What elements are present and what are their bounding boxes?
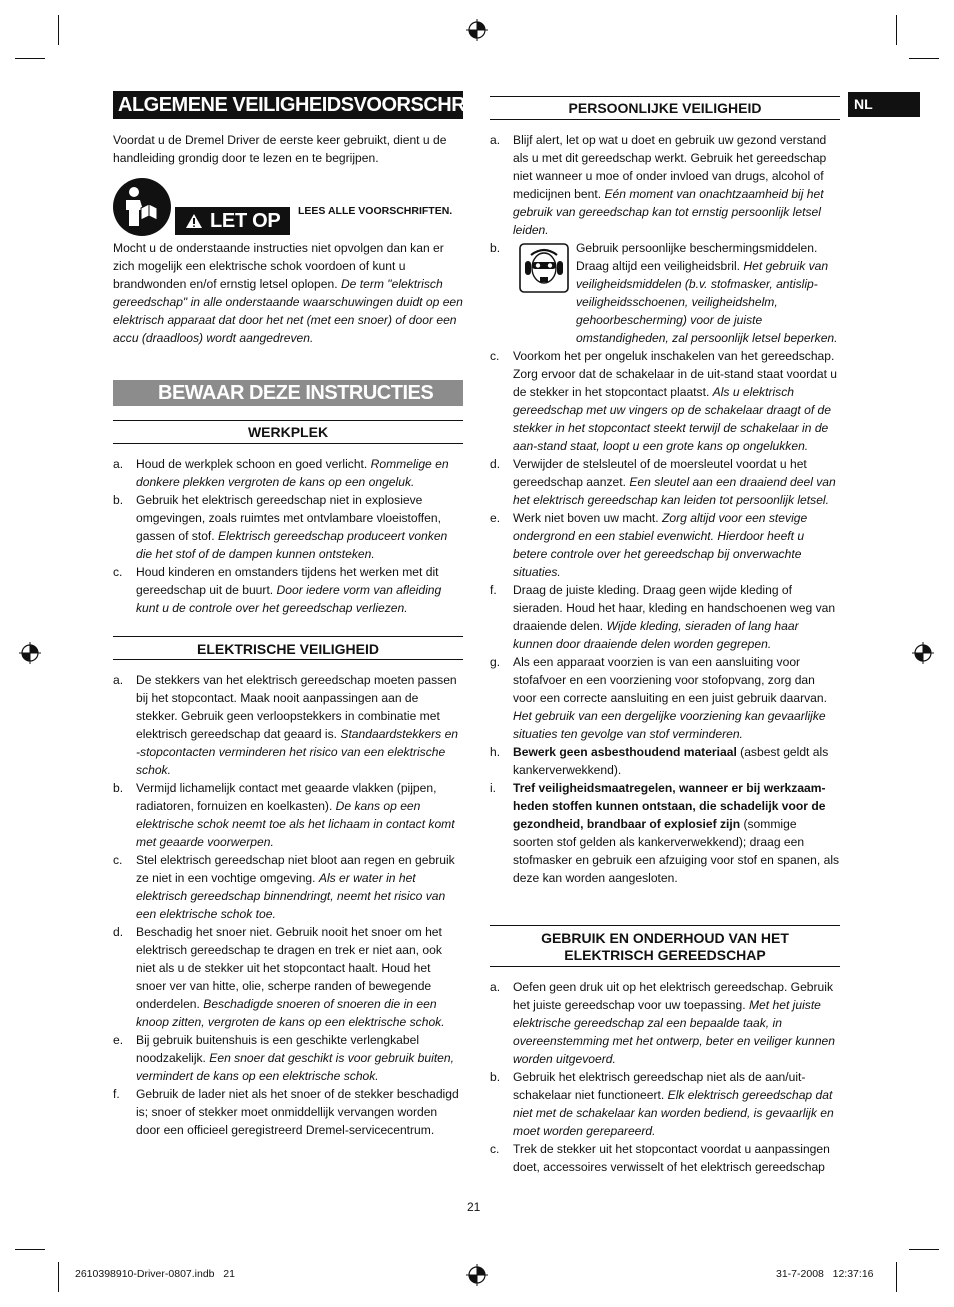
section-heading-werkplek: WERKPLEK <box>113 420 463 444</box>
list-item: b. Gebruik het elektrisch gereedschap niet in explosieve omgevingen, zoals ruimtes met ontvlambare vloeistoffen, gassen of stof. Elektrisch gereedschap produceert vonken die het stof of de dampen kunnen ontsteken. <box>113 493 448 561</box>
elektrische-veiligheid-list <box>113 671 463 1139</box>
warning-text: Mocht u de onderstaande instructies niet opvolgen dan kan er zich mogelijk een elektrische schok voordoen of kunt u brandwonden en/of ernstig letsel oplopen. <box>113 241 444 291</box>
list-item: b. Vermijd lichamelijk contact met geaarde vlakken (pijpen, radiatoren, fornuizen en koelkasten). De kans op een elektrische schok neemt toe als het lichaam in contact komt met geaarde voorwerpen. <box>113 781 455 849</box>
read-manual-icon <box>113 178 171 236</box>
list-item: b. Gebruik persoonlijke beschermingsmiddelen. Draag altijd een veiligheidsbril. Het gebruik van veiligheidsmiddelen (b.v. stofmasker, antislip-veiligheidsschoenen, veiligheidshelm, gehoorbescherming) voor de juiste omstandigheden, zal persoonlijk letsel beperken. <box>490 241 838 345</box>
list-item: e. Bij gebruik buitenshuis is een geschikte verlengkabel noodzakelijk. Een snoer dat geschikt is voor gebruik buiten, vermindert de kans op een elektrische schok. <box>113 1033 454 1083</box>
registration-mark-icon <box>912 642 934 664</box>
safety-goggles-hearing-protection-icon <box>519 243 569 293</box>
list-item: c. Trek de stekker uit het stopcontact voordat u aanpassingen doet, accessoires verwisselt of het elektrisch gereedschap <box>490 1142 830 1174</box>
list-item: a. Oefen geen druk uit op het elektrisch gereedschap. Gebruik het juiste gereedschap voor uw toepassing. Met het juiste elektrische gereedschap zal een bepaalde taak, in overeenstemming met het ontwerp, beter en veiliger kunnen worden uitgevoerd. <box>490 980 836 1066</box>
gebruik-en-onderhoud-list <box>490 978 840 1176</box>
general-warning-paragraph <box>113 239 463 347</box>
footer-timestamp: 31-7-2008 12:37:16 <box>776 1268 874 1280</box>
warning-italic-text: De term "elektrisch gereedschap" in alle onderstaande waarschuwingen duidt op een elektrisch apparaat dat door het net (met een snoer) of door een accu (draadloos) wordt aangedreven. <box>113 277 463 345</box>
page-number: 21 <box>467 1200 481 1214</box>
registration-mark-icon <box>466 19 488 41</box>
list-item: c. Stel elektrisch gereedschap niet bloot aan regen en gebruik ze niet in een vochtige omgeving. Als er water in het elektrisch gereedschap binnendringt, neemt het risico van een elektrische schok toe. <box>113 853 455 921</box>
caution-label <box>175 207 290 235</box>
section-heading-gebruik-en-onderhoud <box>490 925 840 967</box>
list-item: d. Verwijder de stelsleutel of de moersleutel voordat u het gereedschap aanzet. Een sleutel aan een draaiend deel van het elektrisch gereedschap kan leiden tot persoonlijk letsel. <box>490 457 836 507</box>
list-item: a. Blijf alert, let op wat u doet en gebruik uw gezond verstand als u met dit gereedschap werkt. Gebruik het gereedschap niet wanneer u moe of onder invloed van drugs, alcohol of medicijnen bent. Eén moment van onachtzaamheid bij het gebruik van gereedschap kan tot ernstig persoonlijk letsel leiden. <box>490 133 827 237</box>
intro-paragraph: Voordat u de Dremel Driver de eerste keer gebruikt, dient u de handleiding grondig door te lezen en te begrijpen. <box>113 133 447 165</box>
list-item: a. Houd de werkplek schoon en goed verlicht. Rommelige en donkere plekken vergroten de kans op een ongeluk. <box>113 457 449 489</box>
caution-text: LET OP <box>210 210 281 232</box>
warning-triangle-icon <box>185 213 203 229</box>
crop-mark <box>896 15 897 45</box>
crop-mark <box>58 1262 59 1292</box>
crop-mark <box>58 15 59 45</box>
section-heading-elektrische-veiligheid: ELEKTRISCHE VEILIGHEID <box>113 636 463 660</box>
footer-file-info: 2610398910-Driver-0807.indb 21 <box>75 1268 235 1280</box>
list-item: h. Bewerk geen asbesthoudend materiaal (asbest geldt als kankerverwekkend). <box>490 745 829 777</box>
list-item: a. De stekkers van het elektrisch gereedschap moeten passen bij het stopcontact. Maak nooit aanpassingen aan de stekker. Gebruik geen verloopstekkers in combinatie met elektrisch gereedschap dat geaard is. Standaardstekkers en -stopcontacten verminderen het risico van een elektrische schok. <box>113 673 459 777</box>
list-item: e. Werk niet boven uw macht. Zorg altijd voor een stevige ondergrond en een stabiel evenwicht. Hierdoor heeft u betere controle over het gereedschap bij onverwachte situaties. <box>490 511 808 579</box>
crop-mark <box>15 1249 45 1250</box>
registration-mark-icon <box>466 1264 488 1286</box>
language-tab: NL <box>848 92 920 117</box>
crop-mark <box>909 1249 939 1250</box>
list-item: c. Houd kinderen en omstanders tijdens het werken met dit gereedschap uit de buurt. Door iedere vorm van afleiding kunt u de controle over het gereedschap verliezen. <box>113 565 442 615</box>
list-item: b. Gebruik het elektrisch gereedschap niet als de aan/uit-schakelaar niet functioneert. Elk elektrisch gereedschap dat niet met de schakelaar kan worden bediend, is gevaarlijk en moet worden gerepareerd. <box>490 1070 834 1138</box>
list-item: f. Gebruik de lader niet als het snoer of de stekker beschadigd is; snoer of stekker moet onmiddellijk vervangen worden door een officieel geregistreerd Dremel-servicecentrum. <box>113 1087 459 1137</box>
list-item: c. Voorkom het per ongeluk inschakelen van het gereedschap. Zorg ervoor dat de schakelaar in de uit-stand staat voordat u de stekker in het stopcontact plaatst. Als u elektrisch gereedschap met uw vingers op de schakelaar draagt of de stekker in het stopcontact steekt terwijl de schakelaar in de aan-stand staat, loopt u een grote kans op ongelukken. <box>490 349 838 453</box>
heading-line: ELEKTRISCH GEREEDSCHAP <box>564 947 766 963</box>
heading-line: GEBRUIK EN ONDERHOUD VAN HET <box>541 930 789 946</box>
werkplek-list <box>113 455 463 617</box>
list-item: d. Beschadig het snoer niet. Gebruik nooit het snoer om het elektrisch gereedschap te dragen en trek er niet aan, ook niet als u de stekker uit het stopcontact haalt. Houd het snoer ver van hitte, olie, scherpe randen of bewegende onderdelen. Beschadigde snoeren of snoeren die in een knoop zitten, vergroten de kans op een elektrische schok. <box>113 925 445 1029</box>
registration-mark-icon <box>19 642 41 664</box>
list-item: i. Tref veiligheidsmaatregelen, wanneer er bij werkzaam-heden stoffen kunnen ontstaan, die schadelijk voor de gezondheid, brandbaar of explosief zijn (sommige soorten stof gelden als kankerverwekkend); draag een stofmasker en gebruik een afzuiging voor stof en spanen, als deze kan worden aangesloten. <box>490 781 840 885</box>
section-heading-persoonlijke-veiligheid: PERSOONLIJKE VEILIGHEID <box>490 96 840 120</box>
list-item: f. Draag de juiste kleding. Draag geen wijde kleding of sieraden. Houd het haar, kleding en handschoenen weg van draaiende delen. Wijde kleding, sieraden of lang haar kunnen door draaiende delen worden gegrepen. <box>490 583 836 651</box>
read-all-instructions: LEES ALLE VOORSCHRIFTEN. <box>298 205 453 217</box>
save-instructions-banner: BEWAAR DEZE INSTRUCTIES <box>113 380 463 406</box>
crop-mark <box>896 1262 897 1292</box>
list-item: g. Als een apparaat voorzien is van een aansluiting voor stofafvoer en een voorziening voor stofopvang, zorg dan voor een correcte aansluiting en een juist gebruik daarvan. Het gebruik van een dergelijke voorziening kan gevaarlijke situaties ten gevolge van stof verminderen. <box>490 655 827 741</box>
crop-mark <box>909 58 939 59</box>
page-title: ALGEMENE VEILIGHEIDSVOORSCHRIFTEN <box>113 91 463 119</box>
crop-mark <box>15 58 45 59</box>
